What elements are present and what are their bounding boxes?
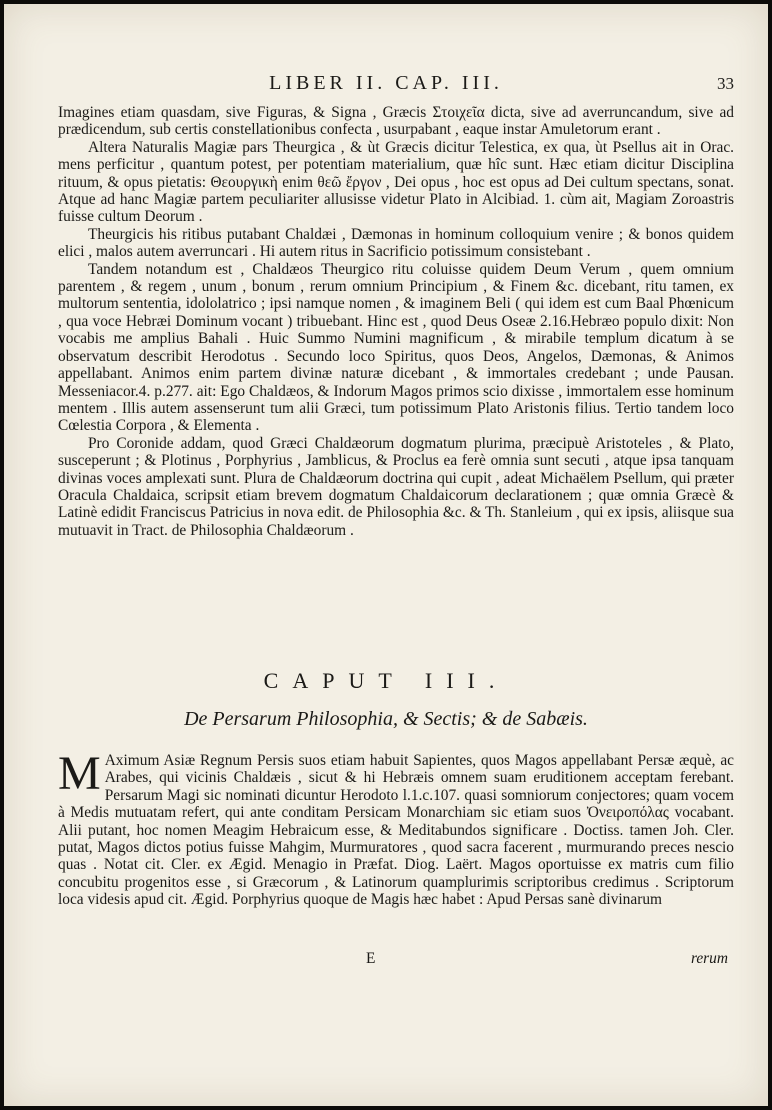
lower-text-block — [58, 747, 734, 909]
paragraph-coronide: Pro Coronide addam, quod Græci Chaldæorum dogmatum plurima, præcipuè Aristoteles , & Plato, susceperunt ; & Plotinus , Porphyrius , Jamblicus, & Proclus ea ferè omnia sunt secuti , atque ipsa tanquam divinas voces amplexati sunt. Plura de Chaldæorum doctrina qui cupit , adeat Michaëlem Psellum, qui præter Oracula Chaldaica, scripsit etiam brevem dogmatum Chaldaicorum declarationem ; quæ omnia Græcè & Latinè edidit Franciscus Patricius in nova edit. de Philosophia &c. & Th. Stanleium , qui ex ipsis, aliisque sua mutuavit in Tract. de Philosophia Chaldæorum . — [58, 434, 734, 539]
paragraph-tandem: Tandem notandum est , Chaldæos Theurgico ritu coluisse quidem Deum Verum , quem omnium parentem , & regem , unum , bonum , rerum omnium Principium , & Finem &c. dicebant, ritu tamen, ex multorum sententia, idololatrico ; ipsi namque nomen , & imaginem Beli ( qui idem est cum Baal Phœnicum , qua voce Hebræi Dominum vocant ) tribuebant. Hinc est , quod Deus Oseæ 2.16.Hebræo populo dixit: Non vocabis me amplius Bahali . Huic Summo Numini magnificum , & mirabile templum dicatum à se observatum describit Herodotus . Secundo loco Spiritus, quos Deos, Angelos, Dæmonas, & Animos appellabant. Animos enim partem divinæ naturæ dicebant , & immortales credebant ; unde Pausan. Messeniacor.4. p.277. ait: Ego Chaldæos, & Indorum Magos primos scio dixisse , immortalem esse hominum mentem . Illis autem assenserunt tum alii Græci, tum potissimum Plato Aristonis filius. Tertio tandem loco Cœlestia Corpora , & Elementa . — [58, 260, 734, 435]
chapter-heading: CAPUT III. — [263, 668, 509, 693]
book-page — [4, 4, 768, 1106]
paragraph-imagines: Imagines etiam quasdam, sive Figuras, & Signa , Græcis Στοιχεῖα dicta, sive ad averruncandum, sive ad prædicendum, sub certis constellationibus confecta , usurpabant , eaque instar Amuletorum erant . — [58, 104, 734, 139]
page-footer — [4, 950, 768, 972]
chapter-subtitle: De Persarum Philosophia, & Sectis; & de Sabæis. — [184, 708, 588, 730]
paragraph-theurgica: Altera Naturalis Magiæ pars Theurgica , & ùt Græcis dicitur Telestica, ex qua, ùt Psellus ait in Orac. mens perficitur , quantum potest, per potentiam materialium, quæ hîc sunt. Hæc etiam dicitur Disciplina rituum, & opus pietatis: Θεουργικὴ enim θεῶ ἔργον , Dei opus , hoc est opus ad Dei cultum spectans, sonat. Atque ad hanc Magiæ partem peculiariter allusisse videtur Plato in Alcibiad. 1. cùm ait, Magiam Zoroastris fuisse cultum Deorum . — [58, 138, 734, 226]
upper-text-block — [58, 104, 734, 539]
running-head — [4, 72, 768, 98]
paragraph-theurgicis: Theurgicis his ritibus putabant Chaldæi , Dæmonas in hominum colloquium venire ; & bonos quidem elici , malos autem averruncari . Hi autem ritus in Sacrificio potissimum consistebant . — [58, 225, 734, 261]
paragraph-maximum: Aximum Asiæ Regnum Persis suos etiam habuit Sapientes, quos Magos appellabant Persæ æquè, ac Arabes, qui vicinis Chaldæis , sicut & hi Hebræis omnem suam eruditionem acceptam ferebant. Persarum Magi sic nominati dicuntur Herodoto l.1.c.107. quasi somniorum conjectores; quam vocem à Medis mutuatam refert, qui ante conditam Persicam Monarchiam sic etiam suos Ὀνειροπόλας vocabant. Alii putant, hoc nomen Meagim Hebraicum esse, & Meditabundos significare . Doctiss. tamen Joh. Cler. putat, Magos dictos potius fuisse Mahgim, Murmuratores , quod sacra facerent , murmurando preces nescio quas . Notat cit. Cler. ex Ægid. Menagio in Præfat. Diog. Laërt. Magos oportuisse ex matris cum filio concubitu progenitos esse , si Græcorum , & Latinorum quamplurimis scriptoribus credimus . Scriptorum loca videsis apud cit. Ægid. Porphyrius quoque de Magis hæc habet : Apud Persas sanè divinarum — [58, 752, 734, 909]
running-title: LIBER II. CAP. III. — [269, 72, 503, 94]
page-number: 33 — [717, 74, 734, 93]
catchword: rerum — [690, 950, 728, 967]
signature-mark: E — [366, 950, 376, 967]
drop-initial: M — [58, 747, 101, 800]
